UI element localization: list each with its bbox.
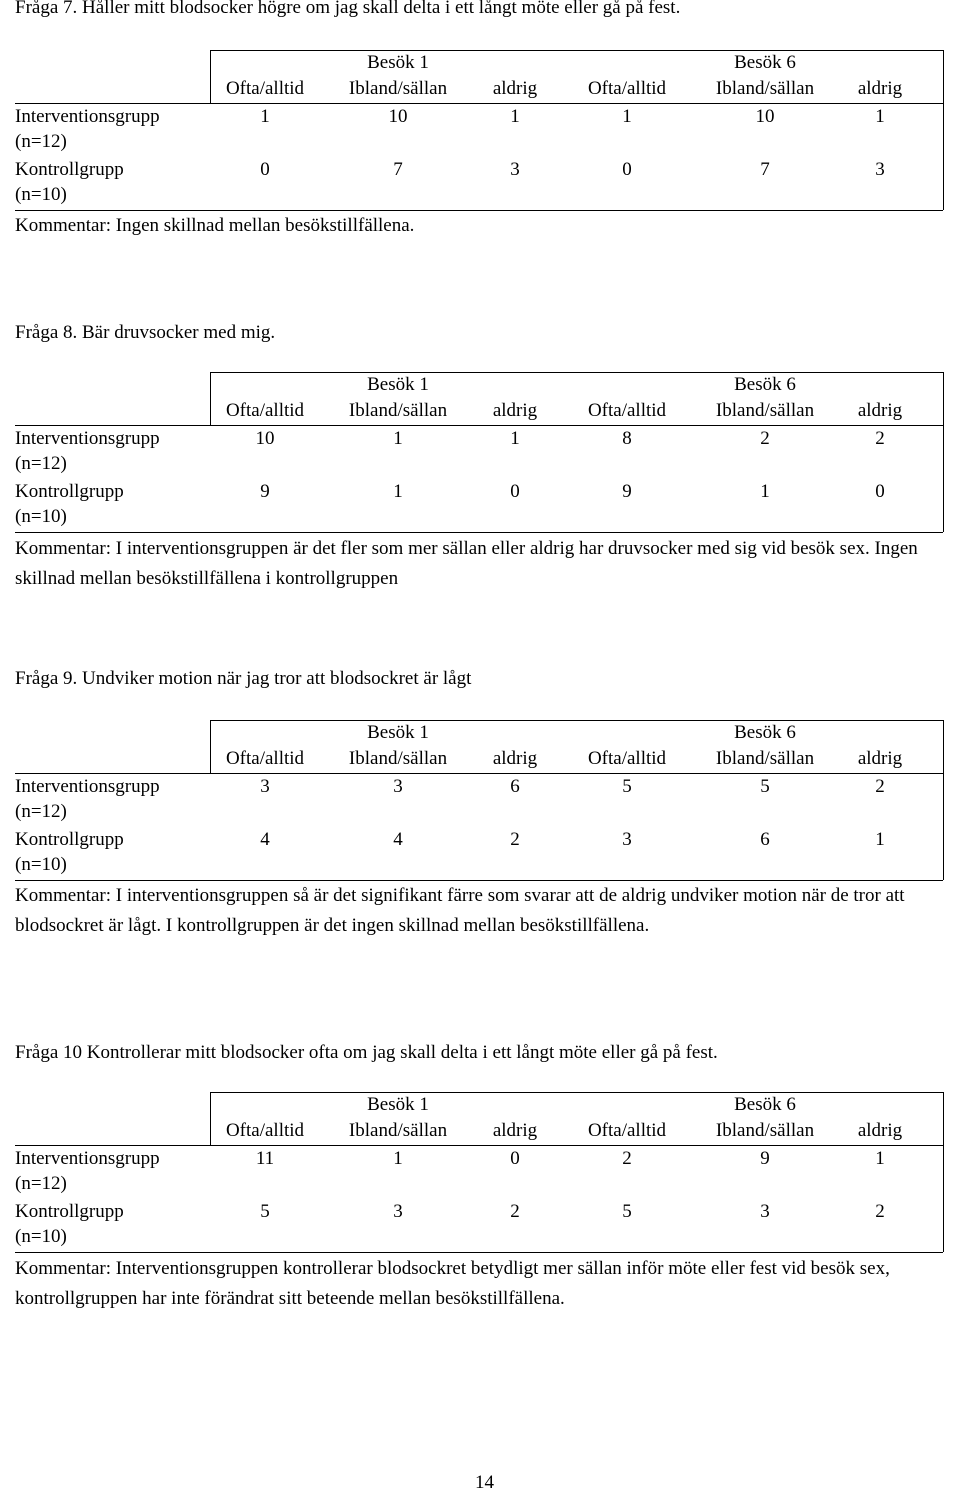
table-cell: 10 bbox=[755, 106, 775, 127]
column-header-never: aldrig bbox=[492, 78, 538, 99]
table-cell: 3 bbox=[260, 776, 270, 797]
group-size-control: (n=10) bbox=[15, 506, 67, 527]
table-cell: 2 bbox=[622, 1148, 632, 1169]
page-number: 14 bbox=[475, 1472, 494, 1493]
column-header-never: aldrig bbox=[857, 1120, 903, 1141]
column-header-often: Ofta/alltid bbox=[225, 78, 305, 99]
visit-1-header: Besök 1 bbox=[367, 374, 429, 395]
group-size-intervention: (n=12) bbox=[15, 1173, 67, 1194]
column-header-never: aldrig bbox=[492, 400, 538, 421]
visit-1-header: Besök 1 bbox=[367, 1094, 429, 1115]
header-separator bbox=[15, 425, 943, 426]
table-cell: 1 bbox=[622, 106, 632, 127]
visit-1-header: Besök 1 bbox=[367, 722, 429, 743]
question-comment: Kommentar: I interventionsgruppen är det fler som mer sällan eller aldrig har druvsocker med sig vid besök sex. Ingen skillnad mellan besökstillfällena i kontrollgruppen bbox=[15, 538, 918, 589]
column-header-sometimes: Ibland/sällan bbox=[348, 748, 448, 769]
table-border bbox=[210, 1092, 211, 1145]
table-cell: 2 bbox=[760, 428, 770, 449]
column-header-sometimes: Ibland/sällan bbox=[715, 748, 815, 769]
table-cell: 4 bbox=[260, 829, 270, 850]
table-cell: 1 bbox=[510, 428, 520, 449]
group-label-intervention: Interventionsgrupp bbox=[15, 106, 160, 127]
question-title: Fråga 8. Bär druvsocker med mig. bbox=[15, 322, 276, 343]
table-cell: 11 bbox=[255, 1148, 275, 1169]
table-cell: 7 bbox=[760, 159, 770, 180]
column-header-sometimes: Ibland/sällan bbox=[348, 78, 448, 99]
visit-6-header: Besök 6 bbox=[734, 722, 796, 743]
visit-6-header: Besök 6 bbox=[734, 374, 796, 395]
group-label-control: Kontrollgrupp bbox=[15, 159, 124, 180]
visit-1-header: Besök 1 bbox=[367, 52, 429, 73]
table-cell: 6 bbox=[760, 829, 770, 850]
table-cell: 0 bbox=[260, 159, 270, 180]
table-cell: 8 bbox=[622, 428, 632, 449]
column-header-often: Ofta/alltid bbox=[587, 78, 667, 99]
group-label-intervention: Interventionsgrupp bbox=[15, 1148, 160, 1169]
column-header-never: aldrig bbox=[857, 78, 903, 99]
table-cell: 6 bbox=[510, 776, 520, 797]
table-cell: 3 bbox=[393, 1201, 403, 1222]
group-size-control: (n=10) bbox=[15, 854, 67, 875]
column-header-often: Ofta/alltid bbox=[587, 400, 667, 421]
table-border bbox=[943, 720, 944, 880]
table-cell: 0 bbox=[622, 159, 632, 180]
table-cell: 4 bbox=[393, 829, 403, 850]
column-header-sometimes: Ibland/sällan bbox=[348, 1120, 448, 1141]
table-border bbox=[210, 372, 211, 425]
table-cell: 5 bbox=[622, 1201, 632, 1222]
group-size-control: (n=10) bbox=[15, 184, 67, 205]
column-header-sometimes: Ibland/sällan bbox=[715, 78, 815, 99]
column-header-sometimes: Ibland/sällan bbox=[715, 400, 815, 421]
visit-6-header: Besök 6 bbox=[734, 1094, 796, 1115]
question-title: Fråga 7. Håller mitt blodsocker högre om jag skall delta i ett långt möte eller gå på fest. bbox=[15, 0, 681, 18]
table-cell: 3 bbox=[875, 159, 885, 180]
question-title: Fråga 10 Kontrollerar mitt blodsocker ofta om jag skall delta i ett långt möte eller gå på fest. bbox=[15, 1042, 718, 1063]
header-separator bbox=[15, 1145, 943, 1146]
table-border bbox=[210, 372, 943, 373]
table-cell: 3 bbox=[622, 829, 632, 850]
table-cell: 2 bbox=[875, 776, 885, 797]
table-border bbox=[943, 372, 944, 532]
group-label-intervention: Interventionsgrupp bbox=[15, 776, 160, 797]
table-cell: 1 bbox=[393, 1148, 403, 1169]
column-header-sometimes: Ibland/sällan bbox=[715, 1120, 815, 1141]
table-cell: 1 bbox=[260, 106, 270, 127]
table-cell: 9 bbox=[260, 481, 270, 502]
column-header-often: Ofta/alltid bbox=[587, 1120, 667, 1141]
table-border bbox=[15, 532, 943, 533]
group-size-intervention: (n=12) bbox=[15, 801, 67, 822]
table-cell: 1 bbox=[875, 106, 885, 127]
table-cell: 3 bbox=[510, 159, 520, 180]
visit-6-header: Besök 6 bbox=[734, 52, 796, 73]
table-cell: 2 bbox=[510, 829, 520, 850]
table-cell: 1 bbox=[510, 106, 520, 127]
table-cell: 5 bbox=[622, 776, 632, 797]
table-border bbox=[943, 1092, 944, 1252]
table-border bbox=[943, 50, 944, 210]
table-cell: 3 bbox=[760, 1201, 770, 1222]
group-label-control: Kontrollgrupp bbox=[15, 1201, 124, 1222]
column-header-often: Ofta/alltid bbox=[587, 748, 667, 769]
table-cell: 1 bbox=[393, 428, 403, 449]
table-cell: 2 bbox=[510, 1201, 520, 1222]
question-comment: Kommentar: Ingen skillnad mellan besökstillfällena. bbox=[15, 215, 415, 236]
group-size-intervention: (n=12) bbox=[15, 131, 67, 152]
column-header-often: Ofta/alltid bbox=[225, 400, 305, 421]
group-label-control: Kontrollgrupp bbox=[15, 481, 124, 502]
table-border bbox=[210, 50, 943, 51]
table-cell: 9 bbox=[622, 481, 632, 502]
table-border bbox=[210, 720, 943, 721]
column-header-never: aldrig bbox=[492, 1120, 538, 1141]
table-border bbox=[210, 1092, 943, 1093]
question-comment: Kommentar: Interventionsgruppen kontrollerar blodsockret betydligt mer sällan inför möte eller fest vid besök sex, kontrollgruppen har inte förändrat sitt beteende mellan besökstillfällena. bbox=[15, 1258, 890, 1309]
table-cell: 1 bbox=[875, 829, 885, 850]
table-border bbox=[210, 50, 211, 103]
table-cell: 2 bbox=[875, 1201, 885, 1222]
table-cell: 1 bbox=[393, 481, 403, 502]
table-cell: 1 bbox=[760, 481, 770, 502]
table-cell: 10 bbox=[255, 428, 275, 449]
group-size-intervention: (n=12) bbox=[15, 453, 67, 474]
table-cell: 0 bbox=[510, 1148, 520, 1169]
column-header-never: aldrig bbox=[857, 748, 903, 769]
table-cell: 0 bbox=[510, 481, 520, 502]
table-cell: 7 bbox=[393, 159, 403, 180]
group-label-control: Kontrollgrupp bbox=[15, 829, 124, 850]
header-separator bbox=[15, 103, 943, 104]
table-cell: 3 bbox=[393, 776, 403, 797]
table-cell: 9 bbox=[760, 1148, 770, 1169]
table-cell: 5 bbox=[260, 1201, 270, 1222]
table-cell: 1 bbox=[875, 1148, 885, 1169]
table-cell: 10 bbox=[388, 106, 408, 127]
table-border bbox=[210, 720, 211, 773]
group-label-intervention: Interventionsgrupp bbox=[15, 428, 160, 449]
question-title: Fråga 9. Undviker motion när jag tror att blodsockret är lågt bbox=[15, 668, 472, 689]
table-cell: 2 bbox=[875, 428, 885, 449]
table-cell: 0 bbox=[875, 481, 885, 502]
table-border bbox=[15, 1252, 943, 1253]
group-size-control: (n=10) bbox=[15, 1226, 67, 1247]
column-header-never: aldrig bbox=[492, 748, 538, 769]
column-header-often: Ofta/alltid bbox=[225, 748, 305, 769]
column-header-never: aldrig bbox=[857, 400, 903, 421]
question-comment: Kommentar: I interventionsgruppen så är det signifikant färre som svarar att de aldrig undviker motion när de tror att blodsockret är lågt. I kontrollgruppen är det ingen skillnad mellan besökstillfällena. bbox=[15, 885, 905, 936]
table-cell: 5 bbox=[760, 776, 770, 797]
column-header-often: Ofta/alltid bbox=[225, 1120, 305, 1141]
header-separator bbox=[15, 773, 943, 774]
column-header-sometimes: Ibland/sällan bbox=[348, 400, 448, 421]
